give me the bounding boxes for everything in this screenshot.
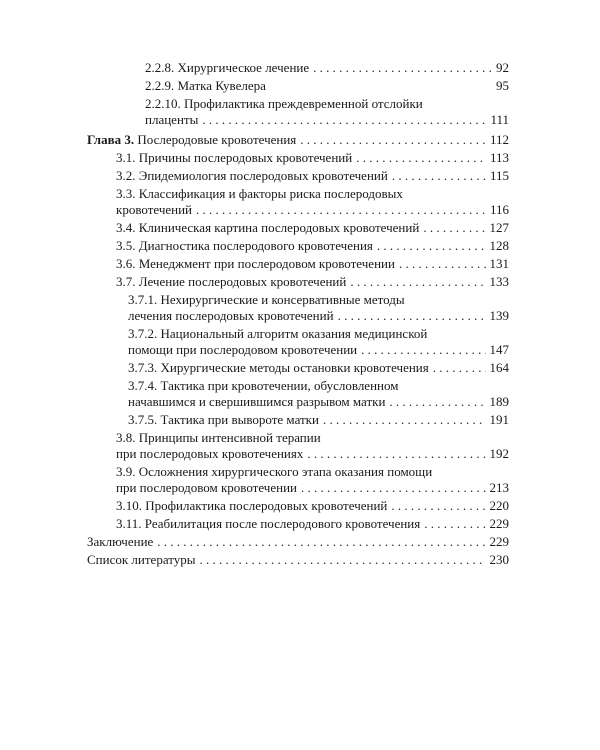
toc-entry-3-7-4[interactable] — [128, 394, 509, 410]
toc-leader-dots — [433, 360, 486, 376]
toc-page-number: 191 — [489, 412, 509, 427]
toc-entry-title: 3.7.5. Тактика при вывороте матки — [128, 412, 319, 427]
toc-entry-3-7-1[interactable] — [128, 308, 509, 324]
toc-entry-2-2-8[interactable] — [145, 60, 509, 76]
toc-entry-2-2-9[interactable] — [145, 78, 509, 94]
toc-entry-title: помощи при послеродовом кровотечении — [128, 342, 358, 357]
toc-entry-3-9-line1[interactable]: 3.9. Осложнения хирургического этапа оказания помощи — [116, 464, 433, 479]
toc-entry-3-2[interactable] — [116, 168, 509, 184]
toc-page-number: 133 — [489, 274, 509, 289]
toc-entry-title: 3.5. Диагностика послеродового кровотечения — [116, 238, 373, 253]
toc-entry-title: при послеродовых кровотечениях — [116, 446, 304, 461]
toc-leader-dots — [389, 394, 485, 410]
toc-entry-title: лечения послеродовых кровотечений — [128, 308, 334, 323]
toc-page-number: 192 — [489, 446, 509, 461]
toc-page-number: 113 — [489, 150, 509, 165]
toc-page-number: 164 — [489, 360, 509, 375]
toc-entry-3-3[interactable] — [116, 202, 509, 218]
toc-page-number: 229 — [489, 516, 509, 531]
toc-entry-title: плаценты — [145, 112, 199, 127]
toc-entry-title: 3.4. Клиническая картина послеродовых кровотечений — [116, 220, 420, 235]
toc-leader-dots — [196, 202, 486, 218]
toc-leader-dots — [323, 412, 486, 428]
toc-page-number: 230 — [489, 552, 509, 567]
toc-entry-3-7[interactable] — [116, 274, 509, 290]
toc-page-number: 220 — [489, 498, 509, 513]
toc-leader-dots — [307, 446, 485, 462]
toc-entry-title: 3.11. Реабилитация после послеродового кровотечения — [116, 516, 421, 531]
toc-entry-title: при послеродовом кровотечении — [116, 480, 297, 495]
toc-entry-3-7-2[interactable] — [128, 342, 509, 358]
toc-entry-3-8-line1[interactable]: 3.8. Принципы интенсивной терапии — [116, 430, 321, 445]
toc-leader-dots — [361, 342, 485, 358]
toc-page-number: 147 — [489, 342, 509, 357]
toc-entry-title: 2.2.8. Хирургическое лечение — [145, 60, 310, 75]
toc-entry-3-1[interactable] — [116, 150, 509, 166]
toc-entry-title: 2.2.9. Матка Кувелера — [145, 78, 266, 93]
toc-entry-3-9[interactable] — [116, 480, 509, 496]
toc-entry-title: 3.2. Эпидемиология послеродовых кровотечений — [116, 168, 388, 183]
toc-page-number: 116 — [489, 202, 509, 217]
toc-entry-3-8[interactable] — [116, 446, 509, 462]
chapter-label: Глава 3. — [87, 132, 135, 147]
toc-page-number: 112 — [489, 132, 509, 147]
toc-leader-dots — [399, 256, 486, 272]
toc-leader-dots — [356, 150, 486, 166]
toc-leader-dots — [157, 534, 485, 550]
toc-entry-3-7-2-line1[interactable]: 3.7.2. Национальный алгоритм оказания медицинской — [128, 326, 428, 341]
toc-entry-conclusion[interactable] — [87, 534, 509, 550]
toc-entry-title: 3.7. Лечение послеродовых кровотечений — [116, 274, 347, 289]
toc-leader-dots — [424, 516, 485, 532]
toc-entry-3-6[interactable] — [116, 256, 509, 272]
toc-leader-dots — [350, 274, 485, 290]
toc-page-number: 189 — [489, 394, 509, 409]
toc-entry-3-7-5[interactable] — [128, 412, 509, 428]
toc-entry-title: Список литературы — [87, 552, 196, 567]
toc-leader-dots — [338, 308, 486, 324]
toc-page-number: 139 — [489, 308, 509, 323]
toc-page-number: 127 — [489, 220, 509, 235]
toc-entry-3-3-line1[interactable]: 3.3. Классификация и факторы риска послеродовых — [116, 186, 403, 201]
toc-entry-title: 3.1. Причины послеродовых кровотечений — [116, 150, 353, 165]
toc-entry-title: 3.10. Профилактика послеродовых кровотечений — [116, 498, 388, 513]
toc-page-number: 111 — [490, 112, 509, 127]
toc-entry-title: кровотечений — [116, 202, 193, 217]
toc-entry-title: Заключение — [87, 534, 154, 549]
toc-page-number: 92 — [496, 60, 509, 75]
toc-entry-3-7-4-line1[interactable]: 3.7.4. Тактика при кровотечении, обусловленном — [128, 378, 399, 393]
toc-entry-chapter-3[interactable] — [87, 132, 509, 148]
toc-leader-dots — [202, 112, 486, 128]
toc-leader-dots — [300, 132, 486, 148]
toc-entry-3-4[interactable] — [116, 220, 509, 236]
toc-entry-2-2-10[interactable] — [145, 112, 509, 128]
toc-entry-title: начавшимся и свершившимся разрывом матки — [128, 394, 386, 409]
toc-leader-dots — [392, 168, 486, 184]
toc-entry-3-11[interactable] — [116, 516, 509, 532]
toc-entry-title: 3.6. Менеджмент при послеродовом кровотечении — [116, 256, 395, 271]
toc-page-number: 128 — [489, 238, 509, 253]
toc-entry-3-7-1-line1[interactable]: 3.7.1. Нехирургические и консервативные методы — [128, 292, 405, 307]
toc-leader-dots — [391, 498, 485, 514]
chapter-title: Послеродовые кровотечения — [137, 132, 297, 147]
toc-entry-bibliography[interactable] — [87, 552, 509, 568]
toc-leader-dots — [301, 480, 486, 496]
toc-entry-3-10[interactable] — [116, 498, 509, 514]
toc-page-number: 95 — [496, 78, 509, 93]
toc-entry-3-5[interactable] — [116, 238, 509, 254]
toc-page-number: 213 — [489, 480, 509, 495]
toc-page-number: 229 — [489, 534, 509, 549]
toc-leader-dots — [423, 220, 485, 236]
toc-leader-dots — [377, 238, 486, 254]
toc-page-number: 131 — [489, 256, 509, 271]
toc-leader-dots — [200, 552, 486, 568]
toc-page-number: 115 — [489, 168, 509, 183]
toc-entry-title — [87, 132, 296, 148]
toc-entry-title: 3.7.3. Хирургические методы остановки кровотечения — [128, 360, 429, 375]
toc-leader-dots — [313, 60, 492, 76]
toc-entry-3-7-3[interactable] — [128, 360, 509, 376]
toc-entry-2-2-10-line1[interactable]: 2.2.10. Профилактика преждевременной отслойки — [145, 96, 423, 111]
